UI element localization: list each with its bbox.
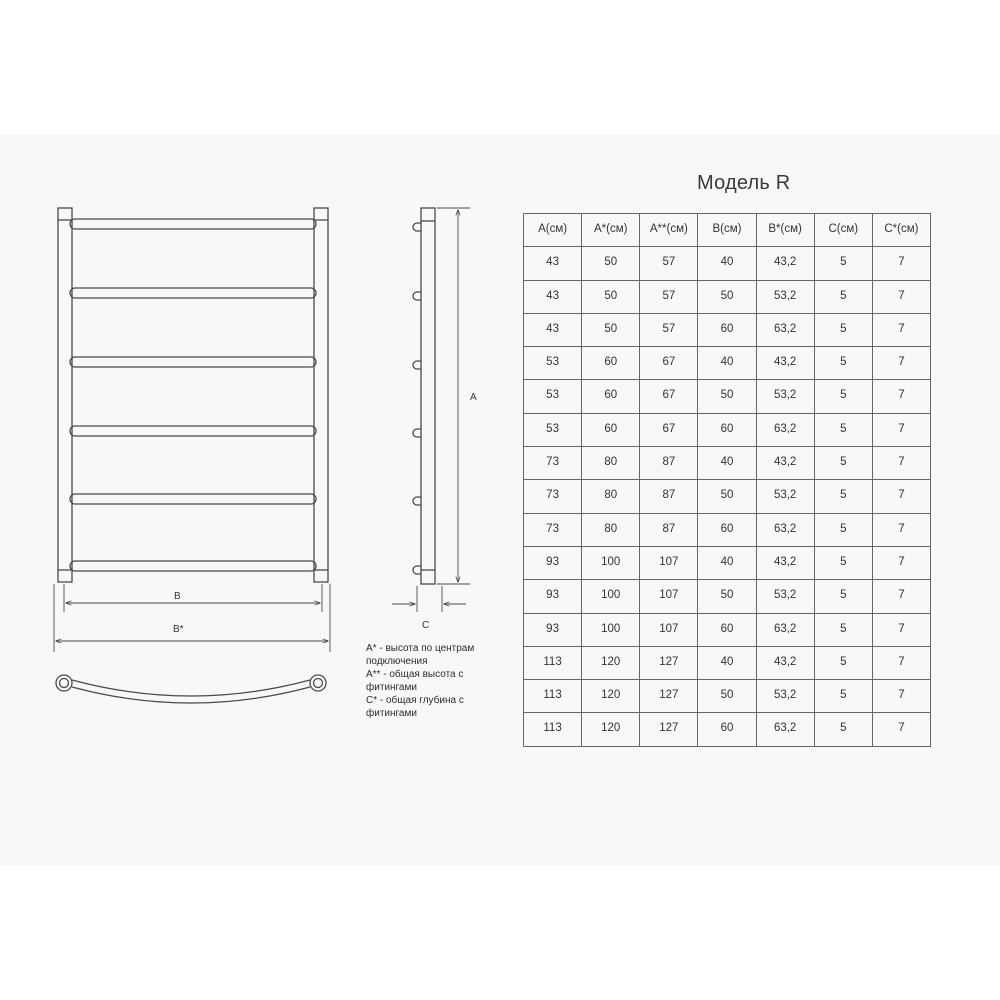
table-cell: 53,2	[756, 480, 814, 513]
table-cell: 80	[582, 447, 640, 480]
table-cell: 40	[698, 546, 756, 579]
table-cell: 7	[872, 447, 930, 480]
table-cell: 73	[524, 513, 582, 546]
table-cell: 5	[814, 247, 872, 280]
table-cell: 60	[698, 613, 756, 646]
table-cell: 40	[698, 646, 756, 679]
table-cell: 5	[814, 313, 872, 346]
table-cell: 63,2	[756, 413, 814, 446]
table-cell: 5	[814, 447, 872, 480]
table-cell: 63,2	[756, 713, 814, 746]
table-cell: 40	[698, 447, 756, 480]
table-cell: 7	[872, 646, 930, 679]
note-line: подключения	[366, 656, 428, 667]
table-cell: 7	[872, 613, 930, 646]
table-cell: 107	[640, 613, 698, 646]
table-cell: 7	[872, 313, 930, 346]
table-row	[524, 380, 931, 413]
table-cell: 57	[640, 313, 698, 346]
table-cell: 63,2	[756, 513, 814, 546]
table-cell: 53	[524, 380, 582, 413]
table-cell: 7	[872, 280, 930, 313]
spec-table	[523, 213, 931, 747]
table-cell: 5	[814, 280, 872, 313]
dimension-b-label: B	[174, 591, 181, 602]
front-view	[54, 208, 330, 652]
side-post	[421, 208, 435, 584]
table-cell: 43	[524, 247, 582, 280]
table-cell: 60	[698, 313, 756, 346]
table-cell: 60	[582, 413, 640, 446]
rung	[70, 219, 316, 229]
dimension-c-label: C	[422, 620, 430, 631]
note-line: фитингами	[366, 682, 417, 693]
table-cell: 5	[814, 480, 872, 513]
table-cell: 60	[698, 713, 756, 746]
table-row	[524, 613, 931, 646]
table-cell: 5	[814, 580, 872, 613]
table-row	[524, 280, 931, 313]
table-cell: 5	[814, 713, 872, 746]
table-cell: 53	[524, 413, 582, 446]
table-cell: 107	[640, 546, 698, 579]
table-cell: 43,2	[756, 247, 814, 280]
column-header: B(см)	[698, 214, 756, 247]
table-cell: 50	[698, 380, 756, 413]
table-cell: 93	[524, 580, 582, 613]
table-cell: 120	[582, 713, 640, 746]
side-view	[392, 208, 470, 612]
table-cell: 5	[814, 513, 872, 546]
table-cell: 40	[698, 247, 756, 280]
table-cell: 53,2	[756, 380, 814, 413]
table-header-row	[524, 214, 931, 247]
table-cell: 5	[814, 413, 872, 446]
table-cell: 80	[582, 513, 640, 546]
table-cell: 67	[640, 413, 698, 446]
right-post	[314, 208, 328, 582]
table-cell: 113	[524, 713, 582, 746]
table-row	[524, 646, 931, 679]
legend-notes	[366, 642, 506, 720]
rung	[70, 357, 316, 367]
table-cell: 60	[698, 513, 756, 546]
table-cell: 87	[640, 513, 698, 546]
table-cell: 5	[814, 546, 872, 579]
table-cell: 113	[524, 680, 582, 713]
column-header: A*(см)	[582, 214, 640, 247]
table-cell: 50	[582, 280, 640, 313]
table-row	[524, 480, 931, 513]
table-cell: 5	[814, 646, 872, 679]
column-header: C(см)	[814, 214, 872, 247]
table-cell: 100	[582, 546, 640, 579]
table-cell: 120	[582, 680, 640, 713]
table-cell: 50	[698, 580, 756, 613]
table-cell: 67	[640, 347, 698, 380]
table-cell: 100	[582, 580, 640, 613]
dimension-a-label: A	[470, 392, 477, 403]
note-line: A** - общая высота с	[366, 669, 464, 680]
table-cell: 63,2	[756, 313, 814, 346]
table-cell: 7	[872, 546, 930, 579]
table-cell: 93	[524, 613, 582, 646]
table-cell: 127	[640, 713, 698, 746]
table-cell: 120	[582, 646, 640, 679]
table-cell: 57	[640, 280, 698, 313]
left-post	[58, 208, 72, 582]
table-cell: 73	[524, 447, 582, 480]
table-cell: 63,2	[756, 613, 814, 646]
column-header: A**(см)	[640, 214, 698, 247]
table-cell: 127	[640, 646, 698, 679]
table-cell: 5	[814, 613, 872, 646]
column-header: A(см)	[524, 214, 582, 247]
table-cell: 7	[872, 680, 930, 713]
table-cell: 5	[814, 680, 872, 713]
table-cell: 67	[640, 380, 698, 413]
table-cell: 7	[872, 247, 930, 280]
table-cell: 7	[872, 413, 930, 446]
table-cell: 93	[524, 546, 582, 579]
table-cell: 43,2	[756, 447, 814, 480]
table-cell: 40	[698, 347, 756, 380]
table-cell: 43	[524, 280, 582, 313]
column-header: C*(см)	[872, 214, 930, 247]
table-row	[524, 247, 931, 280]
table-cell: 80	[582, 480, 640, 513]
table-row	[524, 447, 931, 480]
table-cell: 73	[524, 480, 582, 513]
table-cell: 7	[872, 480, 930, 513]
table-row	[524, 580, 931, 613]
table-cell: 60	[698, 413, 756, 446]
table-cell: 87	[640, 480, 698, 513]
table-cell: 7	[872, 513, 930, 546]
table-cell: 113	[524, 646, 582, 679]
model-title: Модель R	[697, 172, 791, 194]
table-cell: 50	[698, 680, 756, 713]
table-cell: 50	[582, 313, 640, 346]
table-cell: 7	[872, 380, 930, 413]
table-row	[524, 713, 931, 746]
table-cell: 107	[640, 580, 698, 613]
table-cell: 43	[524, 313, 582, 346]
table-cell: 100	[582, 613, 640, 646]
top-view	[56, 675, 326, 703]
column-header: B*(см)	[756, 214, 814, 247]
table-cell: 50	[698, 480, 756, 513]
table-cell: 127	[640, 680, 698, 713]
table-cell: 5	[814, 380, 872, 413]
note-line: A* - высота по центрам	[366, 643, 475, 654]
rung	[70, 561, 316, 571]
table-cell: 53	[524, 347, 582, 380]
rung	[70, 288, 316, 298]
table-cell: 50	[698, 280, 756, 313]
table-cell: 50	[582, 247, 640, 280]
rung	[70, 494, 316, 504]
rung	[70, 426, 316, 436]
table-cell: 57	[640, 247, 698, 280]
table-cell: 87	[640, 447, 698, 480]
table-row	[524, 513, 931, 546]
table-cell: 7	[872, 713, 930, 746]
table-row	[524, 413, 931, 446]
table-cell: 53,2	[756, 680, 814, 713]
table-cell: 43,2	[756, 546, 814, 579]
table-row	[524, 680, 931, 713]
note-line: C* - общая глубина с	[366, 695, 464, 706]
table-cell: 5	[814, 347, 872, 380]
table-cell: 53,2	[756, 280, 814, 313]
table-cell: 7	[872, 580, 930, 613]
table-row	[524, 347, 931, 380]
table-cell: 43,2	[756, 646, 814, 679]
dimension-b-star-label: B*	[173, 624, 184, 635]
table-row	[524, 546, 931, 579]
table-cell: 60	[582, 347, 640, 380]
table-cell: 43,2	[756, 347, 814, 380]
table-cell: 53,2	[756, 580, 814, 613]
table-cell: 60	[582, 380, 640, 413]
table-body	[524, 247, 931, 746]
note-line: фитингами	[366, 708, 417, 719]
table-cell: 7	[872, 347, 930, 380]
table-row	[524, 313, 931, 346]
